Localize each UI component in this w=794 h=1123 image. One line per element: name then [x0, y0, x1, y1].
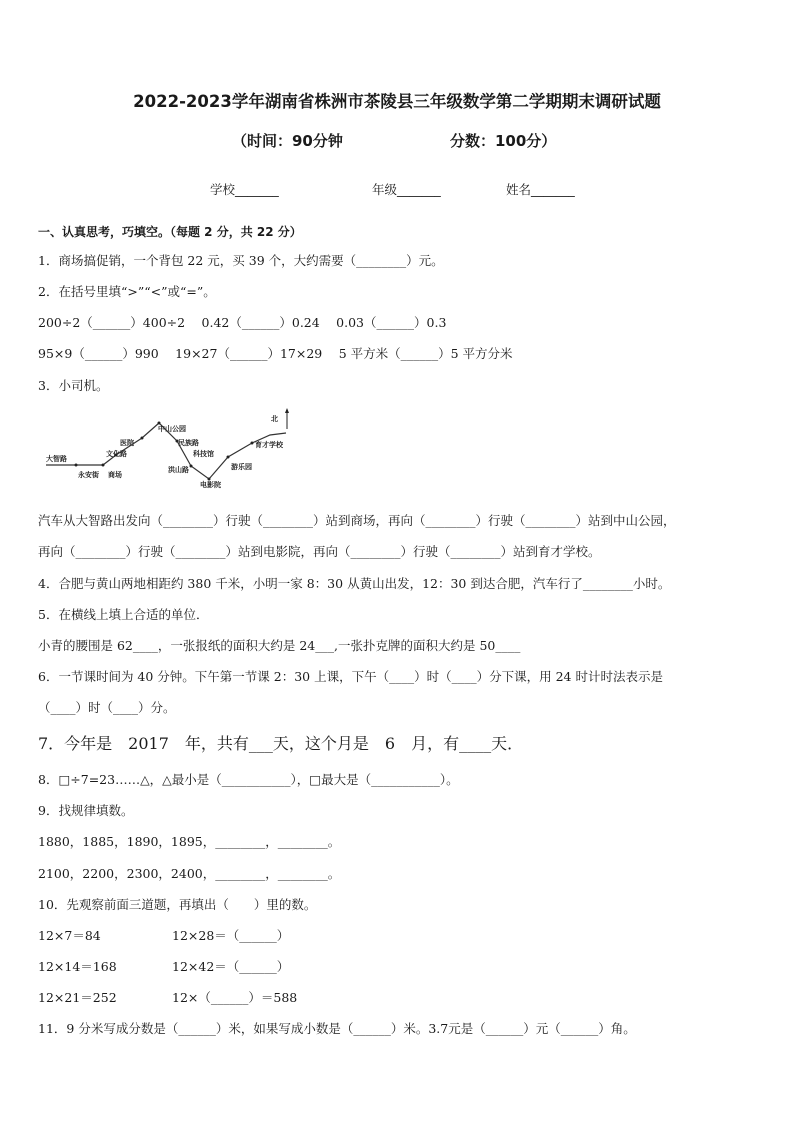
question-10-right: 12×42＝（______）: [172, 959, 290, 974]
name-field: 姓名_______: [506, 182, 575, 197]
map-label: 中山公园: [158, 425, 186, 433]
map-label: 医院: [120, 439, 134, 447]
question-11: 11．9 分米写成分数是（______）米，如果写成小数是（______）米。3.7元是（______）元（______）角。: [38, 1021, 636, 1036]
question-10-left: 12×21＝252: [38, 990, 117, 1005]
map-label: 电影院: [200, 481, 221, 489]
question-9-row: 1880，1885，1890，1895，________，________。: [38, 834, 341, 849]
section-heading: 一、认真思考，巧填空。（每题 2 分，共 22 分）: [38, 225, 302, 239]
map-label: 洪山路: [168, 466, 189, 474]
question-5-stem: 5．在横线上填上合适的单位．: [38, 607, 209, 622]
question-9-stem: 9．找规律填数。: [38, 803, 134, 818]
grade-field: 年级_______: [372, 182, 441, 197]
question-1: 1．商场搞促销，一个背包 22 元，买 39 个，大约需要（________）元。: [38, 253, 444, 268]
route-map: [38, 405, 308, 500]
exam-meta: [232, 130, 557, 151]
question-10-left: 12×7＝84: [38, 928, 101, 943]
question-4: 4．合肥与黄山两地相距约 380 千米，小明一家 8：30 从黄山出发，12：30 到达合肥，汽车行了________小时。: [38, 576, 671, 591]
page-title: 2022-2023学年湖南省株洲市茶陵县三年级数学第二学期期末调研试题: [133, 92, 661, 111]
question-9-row: 2100，2200，2300，2400，________，________。: [38, 866, 341, 881]
exam-score: 分数：100分）: [450, 132, 557, 150]
map-label: 民族路: [178, 439, 199, 447]
school-field: 学校_______: [210, 182, 279, 197]
question-2-stem: 2．在括号里填“>”“<”或“=”。: [38, 284, 216, 299]
question-5-line: 小青的腰围是 62____，一张报纸的面积大约是 24___,一张扑克牌的面积大约是 50____: [38, 638, 521, 653]
map-label: 大智路: [46, 455, 67, 463]
map-label: 育才学校: [255, 441, 283, 449]
question-10-right: 12×28＝（______）: [172, 928, 290, 943]
question-3-stem: 3．小司机。: [38, 378, 109, 393]
question-10-left: 12×14＝168: [38, 959, 117, 974]
question-3-line: 再向（________）行驶（________）站到电影院，再向（________）行驶（________）站到育才学校。: [38, 544, 601, 559]
question-3-line: 汽车从大智路出发向（________）行驶（________）站到商场，再向（________）行驶（________）站到中山公园，: [38, 513, 676, 528]
map-label: 文化路: [106, 450, 127, 458]
question-10-right: 12×（______）＝588: [172, 990, 298, 1005]
question-10-stem: 10．先观察前面三道题，再填出（ ）里的数。: [38, 897, 317, 912]
exam-time: （时间：90分钟: [232, 132, 343, 150]
question-6-line: （____）时（____）分。: [38, 700, 176, 715]
question-6-line: 6．一节课时间为 40 分钟。下午第一节课 2：30 上课，下午（____）时（____）分下课，用 24 时计时法表示是: [38, 669, 663, 684]
north-label: 北: [271, 415, 278, 423]
question-8: 8．□÷7=23……△，△最小是（___________），□最大是（___________）。: [38, 772, 459, 787]
question-2-row: 95×9（______）990 19×27（______）17×29 5 平方米（______）5 平方分米: [38, 346, 513, 361]
map-label: 商场: [108, 471, 122, 479]
question-7: 7．今年是 2017 年，共有___天，这个月是 6 月，有____天．: [38, 734, 524, 753]
map-label: 永安街: [78, 471, 99, 479]
map-label: 游乐园: [231, 463, 252, 471]
map-label: 科技馆: [193, 450, 214, 458]
question-2-row: 200÷2（______）400÷2 0.42（______）0.24 0.03（______）0.3: [38, 315, 447, 330]
